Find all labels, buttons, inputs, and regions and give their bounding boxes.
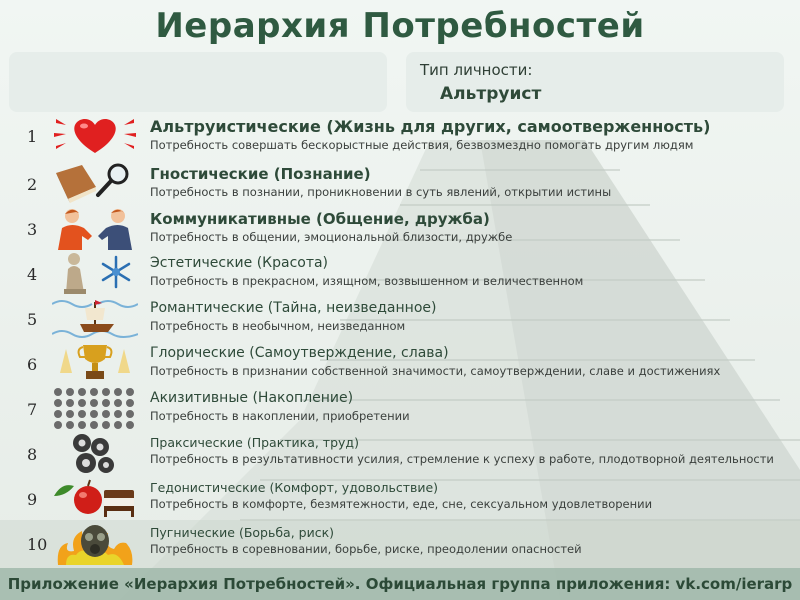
need-title: Глорические (Самоутверждение, слава) xyxy=(150,345,449,361)
need-description: Потребность совершать бескорыстные действия, безвозмездно помогать другим людям xyxy=(150,138,694,152)
need-row-10[interactable] xyxy=(0,521,800,566)
need-description: Потребность в познании, проникновении в суть явлений, открытии истины xyxy=(150,185,612,199)
need-description: Потребность в прекрасном, изящном, возвышенном и величественном xyxy=(150,274,584,288)
need-row-1[interactable] xyxy=(0,113,800,158)
heart-icon xyxy=(52,113,138,157)
need-description: Потребность в накоплении, приобретении xyxy=(150,409,410,423)
need-description: Потребность в комфорте, безмятежности, еде, сне, сексуальном удовлетворении xyxy=(150,497,653,511)
need-number: 3 xyxy=(27,220,38,239)
need-number: 9 xyxy=(27,490,38,509)
personality-value: Альтруист xyxy=(440,84,542,104)
need-description: Потребность в общении, эмоциональной близости, дружбе xyxy=(150,230,513,244)
need-number: 4 xyxy=(27,265,38,284)
footer-app-info: Приложение «Иерархия Потребностей». Официальная группа приложения: vk.com/ierarp xyxy=(0,568,800,600)
need-description: Потребность в результативности усилия, стремление к успеху в работе, плодотворной деятельности xyxy=(150,452,774,466)
gears-icon xyxy=(52,431,138,475)
need-number: 7 xyxy=(27,400,38,419)
people-talking-icon xyxy=(52,206,138,250)
need-title: Коммуникативные (Общение, дружба) xyxy=(150,210,490,228)
statue-snowflake-icon xyxy=(52,251,138,295)
need-title: Пугнические (Борьба, риск) xyxy=(150,525,335,540)
need-row-6[interactable] xyxy=(0,341,800,386)
need-title: Гностические (Познание) xyxy=(150,165,371,183)
book-magnifier-icon xyxy=(52,161,138,205)
need-row-3[interactable] xyxy=(0,206,800,251)
need-title: Романтические (Тайна, неизведанное) xyxy=(150,300,437,316)
personality-panel xyxy=(406,52,784,112)
trophy-icon xyxy=(52,341,138,385)
need-number: 8 xyxy=(27,445,38,464)
need-number: 5 xyxy=(27,310,38,329)
need-row-8[interactable] xyxy=(0,431,800,476)
need-title: Альтруистические (Жизнь для других, самоотверженность) xyxy=(150,117,711,136)
coins-grid-icon xyxy=(52,386,138,430)
apple-bed-icon xyxy=(52,476,138,520)
need-number: 6 xyxy=(27,355,38,374)
need-description: Потребность в соревновании, борьбе, риске, преодолении опасностей xyxy=(150,542,582,556)
page-title: Иерархия Потребностей xyxy=(155,6,645,46)
need-row-4[interactable] xyxy=(0,251,800,296)
need-row-9[interactable] xyxy=(0,476,800,521)
need-title: Гедонистические (Комфорт, удовольствие) xyxy=(150,480,439,495)
need-title: Эстетические (Красота) xyxy=(150,255,329,271)
need-description: Потребность в необычном, неизведанном xyxy=(150,319,406,333)
need-row-7[interactable] xyxy=(0,386,800,431)
need-number: 2 xyxy=(27,175,38,194)
need-number: 1 xyxy=(27,127,38,146)
left-info-panel xyxy=(9,52,387,112)
sailing-ship-icon xyxy=(52,296,138,340)
need-number: 10 xyxy=(27,535,48,554)
need-title: Праксические (Практика, труд) xyxy=(150,435,359,450)
personality-label: Тип личности: xyxy=(420,61,533,79)
need-title: Акизитивные (Накопление) xyxy=(150,390,354,406)
need-row-2[interactable] xyxy=(0,161,800,206)
need-row-5[interactable] xyxy=(0,296,800,341)
need-description: Потребность в признании собственной значимости, самоутверждении, славе и достижениях xyxy=(150,364,721,378)
gas-mask-fire-icon xyxy=(52,521,138,565)
